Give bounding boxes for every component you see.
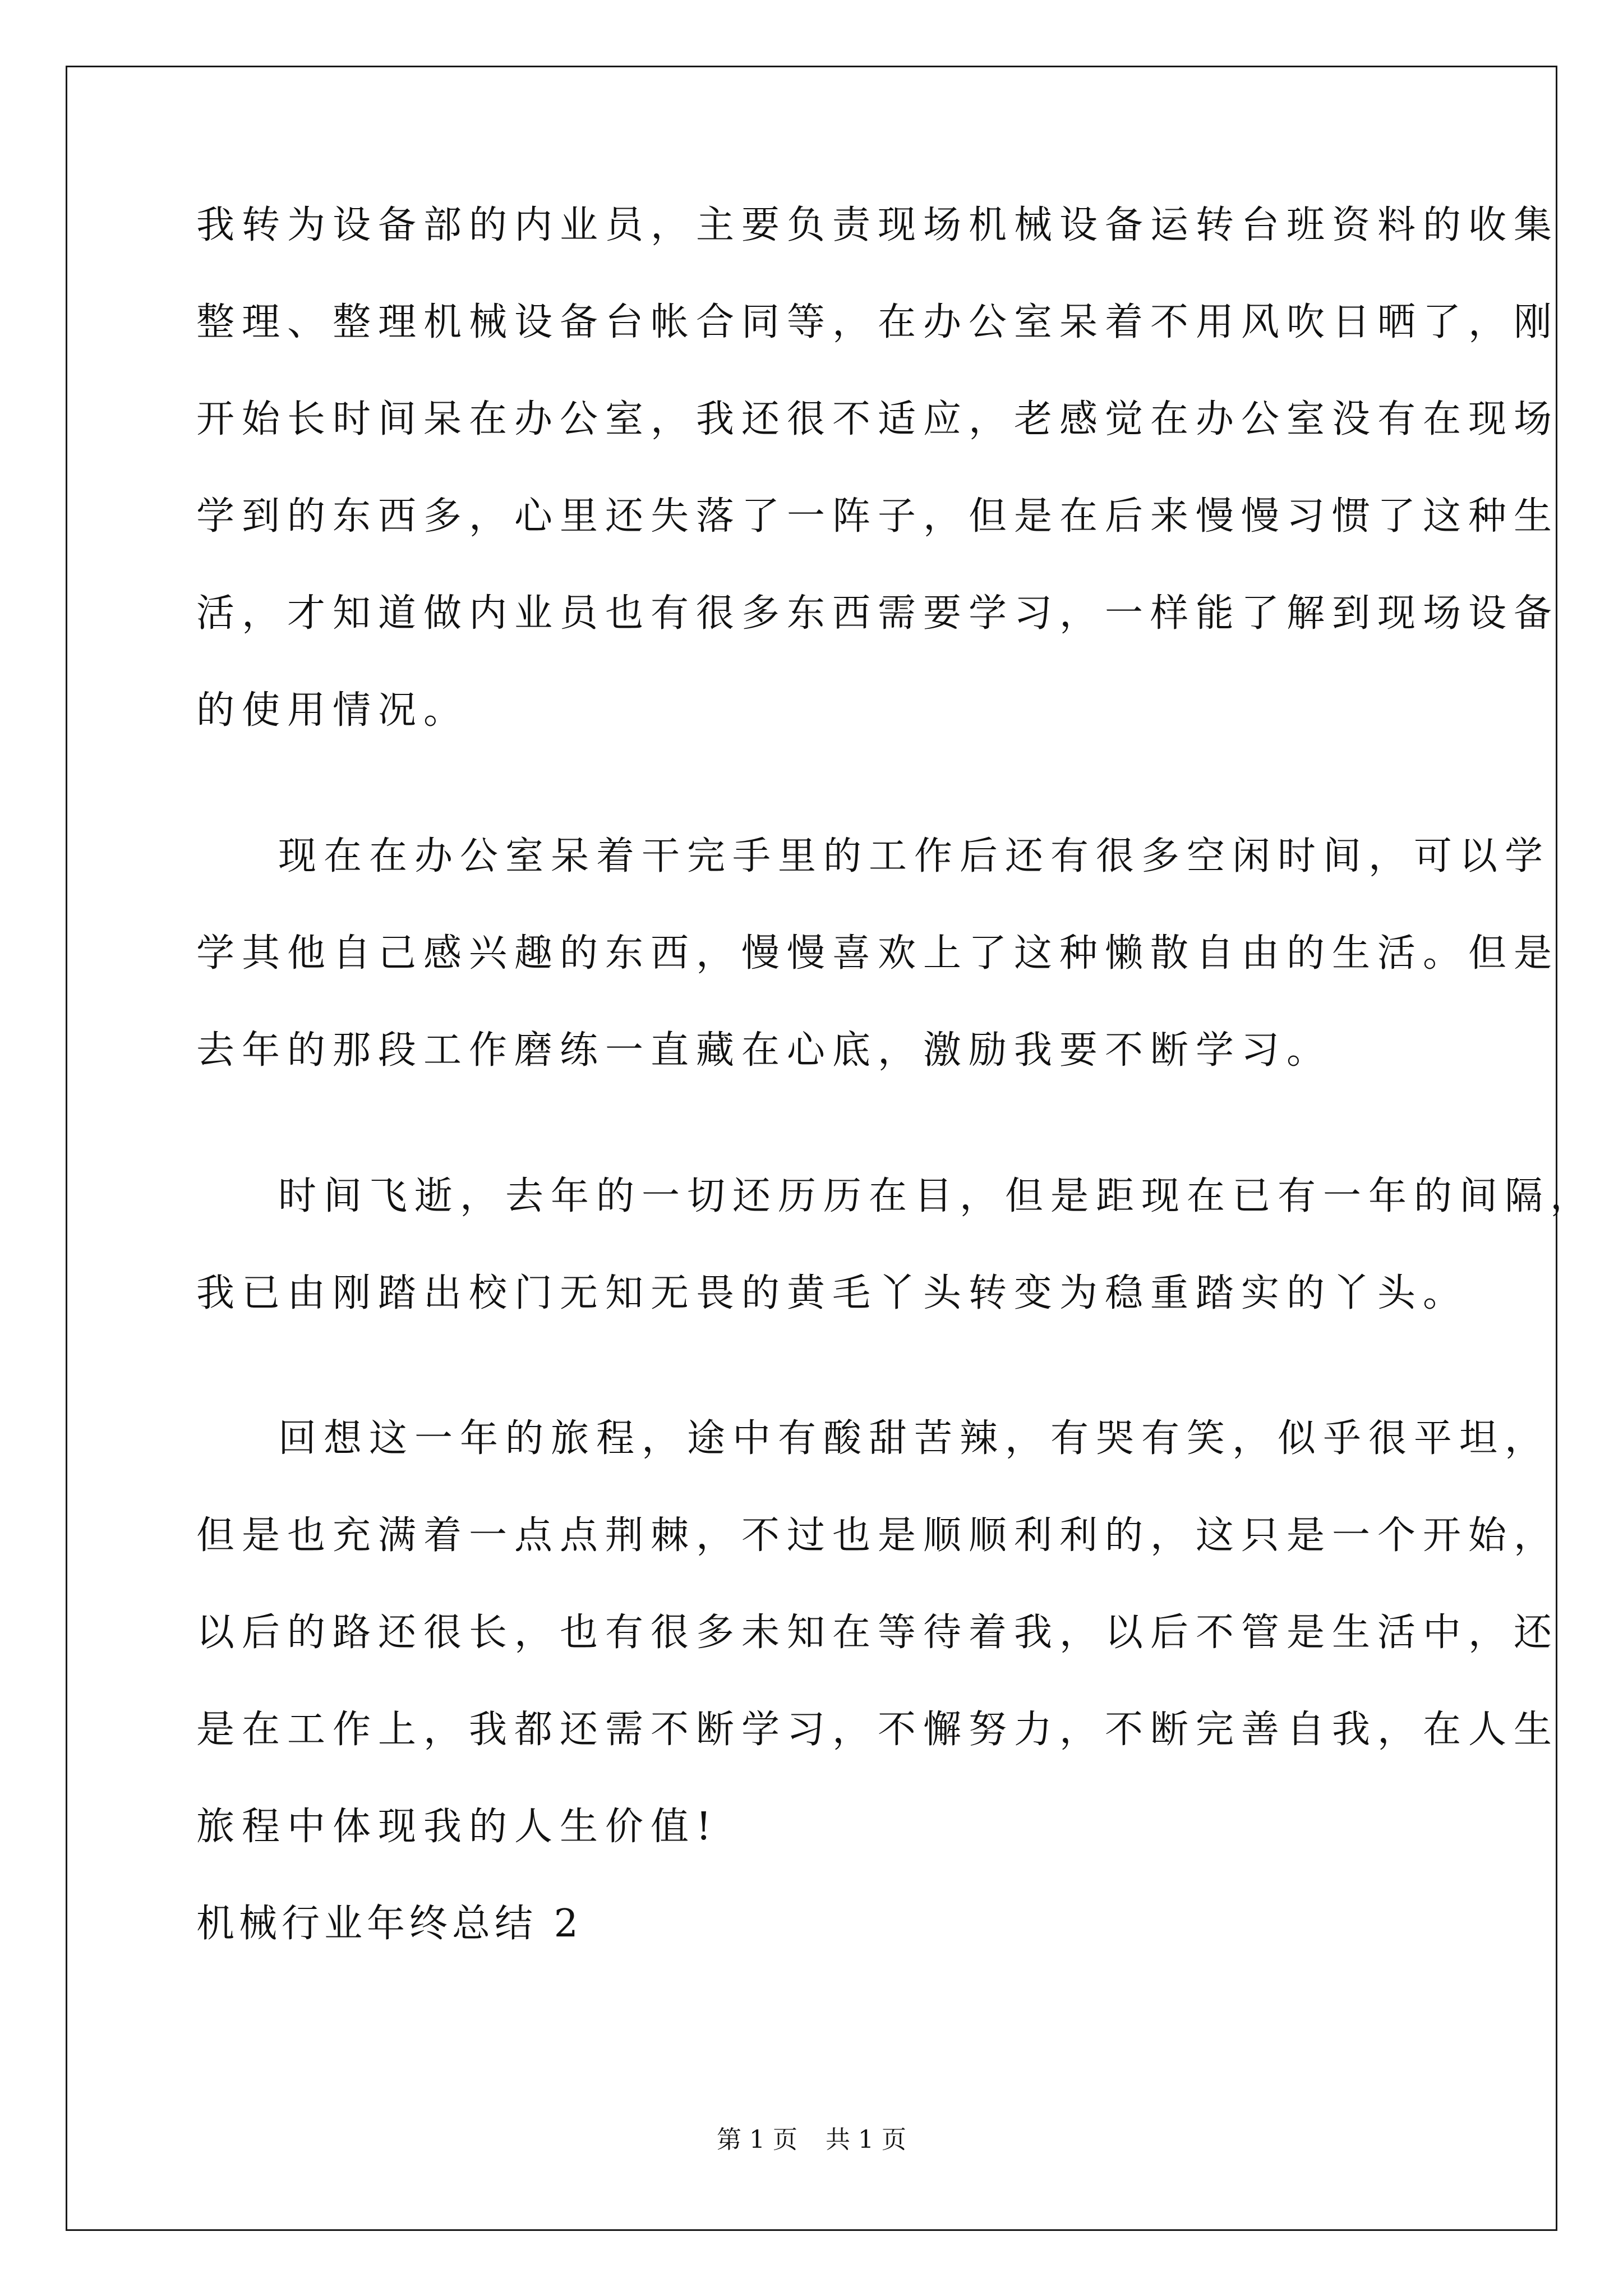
text-line: 开始长时间呆在办公室，我还很不适应，老感觉在办公室没有在现场 — [196, 397, 1560, 441]
text-line: 整理、整理机械设备台帐合同等，在办公室呆着不用风吹日晒了，刚 — [196, 300, 1560, 344]
text-line: 以后的路还很长，也有很多未知在等待着我，以后不管是生活中，还 — [196, 1611, 1560, 1655]
text-line: 旅程中体现我的人生价值! — [196, 1805, 719, 1849]
text-line: 我已由刚踏出校门无知无畏的黄毛丫头转变为稳重踏实的丫头。 — [196, 1271, 1469, 1315]
text-line: 学其他自己感兴趣的东西，慢慢喜欢上了这种懒散自由的生活。但是 — [196, 931, 1560, 976]
paragraph-first-line: 现在在办公室呆着干完手里的工作后还有很多空闲时间，可以学 — [278, 834, 1551, 878]
text-line: 去年的那段工作磨练一直藏在心底，激励我要不断学习。 — [196, 1028, 1332, 1073]
paragraph-first-line: 时间飞逝，去年的一切还历历在目，但是距现在已有一年的间隔， — [278, 1174, 1596, 1218]
text-line: 我转为设备部的内业员，主要负责现场机械设备运转台班资料的收集 — [196, 203, 1560, 247]
text-line: 学到的东西多，心里还失落了一阵子，但是在后来慢慢习惯了这种生 — [196, 494, 1560, 539]
paragraph-first-line: 回想这一年的旅程，途中有酸甜苦辣，有哭有笑，似乎很平坦， — [278, 1416, 1551, 1461]
text-line: 的使用情况。 — [196, 688, 469, 733]
text-line: 是在工作上，我都还需不断学习，不懈努力，不断完善自我，在人生 — [196, 1708, 1560, 1752]
text-line: 活，才知道做内业员也有很多东西需要学习，一样能了解到现场设备 — [196, 591, 1560, 636]
text-line: 但是也充满着一点点荆棘，不过也是顺顺利利的，这只是一个开始， — [196, 1513, 1560, 1558]
section-heading: 机械行业年终总结 2 — [196, 1902, 583, 1946]
page-number: 第 1 页 — [717, 2125, 797, 2154]
page-footer — [0, 2126, 1623, 2154]
page-total: 共 1 页 — [826, 2125, 906, 2154]
